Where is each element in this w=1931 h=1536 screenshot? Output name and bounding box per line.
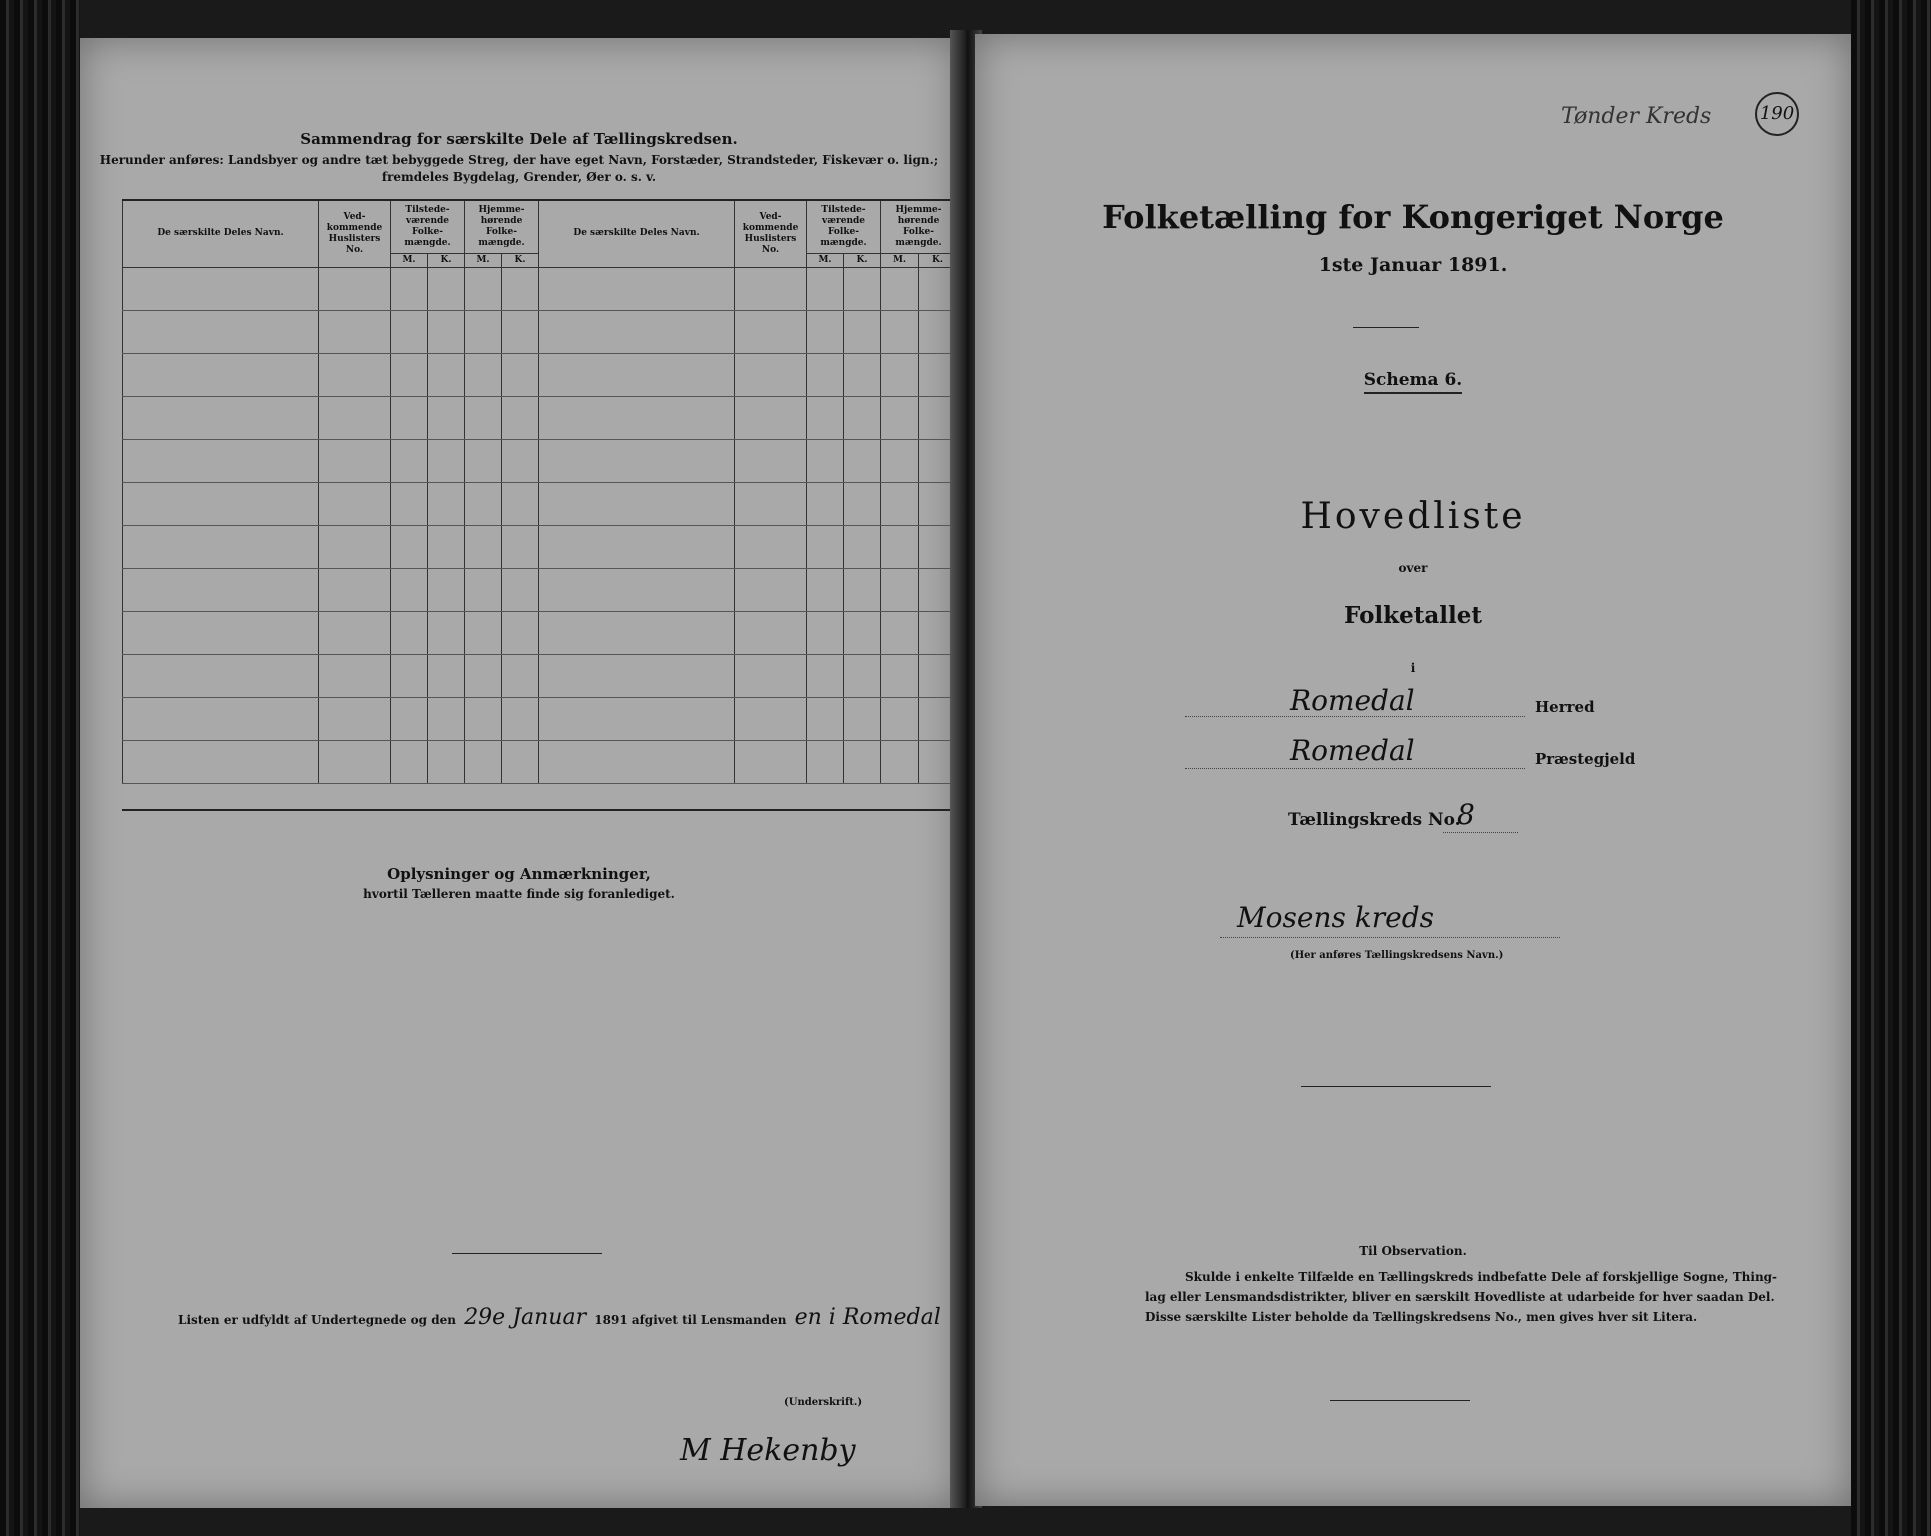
table-cell <box>881 740 919 783</box>
footer-place-handwritten: en i Romedal <box>794 1305 941 1330</box>
right-page <box>975 34 1851 1506</box>
col-header-resident: Hjemme-hørende Folke-mængde. <box>465 201 539 253</box>
table-cell <box>807 396 844 439</box>
table-cell <box>123 611 319 654</box>
table-cell <box>844 568 881 611</box>
table-cell <box>391 740 428 783</box>
krets-label: Tællingskreds No. <box>1288 810 1461 830</box>
table-cell <box>123 654 319 697</box>
table-cell <box>391 525 428 568</box>
table-cell <box>319 353 391 396</box>
corner-note-handwritten: Tønder Kreds <box>1561 104 1712 129</box>
table-cell <box>539 740 735 783</box>
table-cell <box>881 611 919 654</box>
table-row <box>123 654 957 697</box>
table-cell <box>844 525 881 568</box>
book-spine-left <box>0 0 80 1536</box>
table-cell <box>428 267 465 310</box>
table-cell <box>735 611 807 654</box>
table-cell <box>735 439 807 482</box>
table-cell <box>465 482 502 525</box>
table-cell <box>807 525 844 568</box>
table-cell <box>881 353 919 396</box>
table-cell <box>428 525 465 568</box>
footer-date-handwritten: 29e Januar <box>464 1305 587 1330</box>
table-cell <box>844 482 881 525</box>
table-cell <box>807 697 844 740</box>
table-cell <box>319 267 391 310</box>
table-cell <box>881 568 919 611</box>
table-cell <box>319 568 391 611</box>
table-cell <box>465 568 502 611</box>
col-header-m: M. <box>807 253 844 267</box>
table-cell <box>123 740 319 783</box>
table-cell <box>881 396 919 439</box>
table-cell <box>881 525 919 568</box>
table-cell <box>319 439 391 482</box>
census-title: Folketælling for Kongeriget Norge <box>1102 198 1724 236</box>
divider-1 <box>1353 327 1419 328</box>
table-cell <box>391 439 428 482</box>
table-cell <box>319 697 391 740</box>
table-cell <box>735 353 807 396</box>
table-row <box>123 439 957 482</box>
col-header-present-2: Tilstede-værende Folke-mængde. <box>807 201 881 253</box>
col-header-k: K. <box>919 253 957 267</box>
table-cell <box>539 654 735 697</box>
table-cell <box>807 439 844 482</box>
table-cell <box>123 482 319 525</box>
short-divider <box>452 1253 602 1254</box>
krets-name-hint: (Her anføres Tællingskredsens Navn.) <box>1290 950 1504 961</box>
page-number-stamp: 190 <box>1755 92 1799 136</box>
table-row <box>123 353 957 396</box>
table-cell <box>465 697 502 740</box>
table-cell <box>539 482 735 525</box>
signature-handwritten: M Hekenby <box>680 1433 856 1468</box>
table-cell <box>807 654 844 697</box>
divider-2 <box>1301 1086 1491 1087</box>
table-row <box>123 267 957 310</box>
table-cell <box>465 525 502 568</box>
table-cell <box>539 697 735 740</box>
table-cell <box>844 439 881 482</box>
prestegjeld-label: Præstegjeld <box>1535 750 1636 768</box>
schema-number <box>975 370 1851 390</box>
table-cell <box>539 396 735 439</box>
table-cell <box>391 568 428 611</box>
table-cell <box>319 396 391 439</box>
main-title: Hovedliste <box>1300 496 1526 537</box>
table-cell <box>465 396 502 439</box>
table-cell <box>465 439 502 482</box>
notes-heading: Oplysninger og Anmærkninger, <box>387 865 651 883</box>
col-header-m: M. <box>391 253 428 267</box>
table-cell <box>319 310 391 353</box>
table-row <box>123 611 957 654</box>
table-cell <box>735 267 807 310</box>
table-cell <box>502 353 539 396</box>
krets-number-handwritten: 8 <box>1457 798 1475 831</box>
table-cell <box>502 740 539 783</box>
table-cell <box>465 267 502 310</box>
observation-line2: lag eller Lensmandsdistrikter, bliver en særskilt Hovedliste at udarbeide for hver saadan Del. <box>1145 1290 1775 1304</box>
table-cell <box>428 654 465 697</box>
table-bottom-rule <box>122 809 956 811</box>
col-header-list-no: Ved-kommende Huslisters No. <box>319 201 391 267</box>
table-cell <box>123 396 319 439</box>
table-cell <box>123 697 319 740</box>
table-cell <box>319 740 391 783</box>
book-spine-right <box>1851 0 1931 1536</box>
table-cell <box>844 611 881 654</box>
footer-middle: 1891 afgivet til Lensmanden <box>594 1313 787 1327</box>
table-cell <box>428 740 465 783</box>
table-cell <box>735 482 807 525</box>
observation-heading: Til Observation. <box>1359 1244 1467 1258</box>
table-cell <box>465 353 502 396</box>
table-cell <box>807 568 844 611</box>
table-cell <box>428 568 465 611</box>
summary-intro-line1: Herunder anføres: Landsbyer og andre tæt bebyggede Streg, der have eget Navn, Forstæder, Strandsteder, Fiskevær o. lign.; <box>99 153 939 167</box>
table-cell <box>539 353 735 396</box>
col-header-k: K. <box>502 253 539 267</box>
table-cell <box>502 654 539 697</box>
prestegjeld-line <box>1185 768 1525 769</box>
table-cell <box>465 310 502 353</box>
krets-name-handwritten: Mosens kreds <box>1237 901 1434 934</box>
i-label: i <box>1410 661 1416 675</box>
summary-heading: Sammendrag for særskilte Dele af Tællingskredsen. <box>300 130 738 148</box>
table-cell <box>502 568 539 611</box>
herred-value-handwritten: Romedal <box>1290 684 1415 717</box>
prestegjeld-value-handwritten: Romedal <box>1290 734 1415 767</box>
table-cell <box>881 482 919 525</box>
table-row <box>123 697 957 740</box>
table-cell <box>123 353 319 396</box>
table-cell <box>319 654 391 697</box>
table-cell <box>428 611 465 654</box>
table-cell <box>539 310 735 353</box>
table-row <box>123 568 957 611</box>
observation-line1: Skulde i enkelte Tilfælde en Tællingskreds indbefatte Dele af forskjellige Sogne, Thing- <box>1185 1270 1778 1284</box>
summary-intro-line2: fremdeles Bygdelag, Grender, Øer o. s. v. <box>381 170 657 184</box>
table-cell <box>123 568 319 611</box>
col-header-name: De særskilte Deles Navn. <box>123 201 319 267</box>
table-cell <box>465 611 502 654</box>
col-header-name-2: De særskilte Deles Navn. <box>539 201 735 267</box>
table-row <box>123 310 957 353</box>
notes-subheading: hvortil Tælleren maatte finde sig foranlediget. <box>363 887 675 901</box>
table-cell <box>391 611 428 654</box>
table-cell <box>807 310 844 353</box>
table-cell <box>428 353 465 396</box>
table-cell <box>428 697 465 740</box>
signature-label: (Underskrift.) <box>784 1397 863 1408</box>
table-cell <box>391 396 428 439</box>
krets-number-line <box>1443 832 1518 833</box>
table-row <box>123 396 957 439</box>
table-cell <box>807 611 844 654</box>
table-cell <box>844 697 881 740</box>
table-cell <box>123 310 319 353</box>
col-header-k: K. <box>428 253 465 267</box>
table-cell <box>391 353 428 396</box>
table-cell <box>735 310 807 353</box>
col-header-k: K. <box>844 253 881 267</box>
table-cell <box>735 740 807 783</box>
table-cell <box>881 654 919 697</box>
left-page <box>80 38 958 1508</box>
table-cell <box>319 482 391 525</box>
divider-3 <box>1330 1400 1470 1401</box>
footer-prefix: Listen er udfyldt af Undertegnede og den <box>178 1313 456 1327</box>
table-cell <box>391 267 428 310</box>
folketallet-label: Folketallet <box>1344 602 1482 629</box>
table-row <box>123 740 957 783</box>
observation-line3: Disse særskilte Lister beholde da Tællingskredsens No., men gives hver sit Litera. <box>1145 1310 1698 1324</box>
table-cell <box>881 310 919 353</box>
table-cell <box>539 439 735 482</box>
table-cell <box>502 482 539 525</box>
summary-table <box>122 201 957 784</box>
schema-number-text: Schema 6. <box>1364 370 1462 394</box>
table-cell <box>123 267 319 310</box>
col-header-list-no-2: Ved-kommende Huslisters No. <box>735 201 807 267</box>
col-header-m: M. <box>881 253 919 267</box>
table-cell <box>391 654 428 697</box>
col-header-present: Tilstede-værende Folke-mængde. <box>391 201 465 253</box>
table-row <box>123 482 957 525</box>
table-cell <box>539 267 735 310</box>
table-cell <box>539 525 735 568</box>
table-cell <box>502 439 539 482</box>
table-cell <box>807 267 844 310</box>
table-cell <box>539 568 735 611</box>
table-cell <box>844 654 881 697</box>
table-cell <box>391 310 428 353</box>
table-cell <box>807 740 844 783</box>
table-cell <box>844 396 881 439</box>
table-cell <box>502 611 539 654</box>
census-date: 1ste Januar 1891. <box>1318 254 1508 276</box>
table-cell <box>391 697 428 740</box>
table-cell <box>735 697 807 740</box>
table-cell <box>844 310 881 353</box>
table-cell <box>428 439 465 482</box>
table-cell <box>735 396 807 439</box>
table-cell <box>428 396 465 439</box>
table-cell <box>428 310 465 353</box>
table-cell <box>502 525 539 568</box>
table-cell <box>319 525 391 568</box>
over-label: over <box>1398 561 1428 575</box>
table-cell <box>881 439 919 482</box>
table-row <box>123 525 957 568</box>
table-cell <box>844 740 881 783</box>
table-cell <box>502 267 539 310</box>
herred-label: Herred <box>1535 698 1595 716</box>
table-cell <box>123 439 319 482</box>
table-cell <box>465 654 502 697</box>
col-header-resident-2: Hjemme-hørende Folke-mængde. <box>881 201 957 253</box>
table-cell <box>539 611 735 654</box>
table-cell <box>844 267 881 310</box>
table-cell <box>391 482 428 525</box>
table-cell <box>735 654 807 697</box>
col-header-m: M. <box>465 253 502 267</box>
table-cell <box>428 482 465 525</box>
footer-line <box>178 1305 941 1330</box>
table-cell <box>881 267 919 310</box>
table-cell <box>807 482 844 525</box>
table-cell <box>465 740 502 783</box>
table-cell <box>319 611 391 654</box>
table-cell <box>735 568 807 611</box>
table-cell <box>502 697 539 740</box>
table-cell <box>807 353 844 396</box>
table-cell <box>881 697 919 740</box>
krets-name-line <box>1220 937 1560 938</box>
table-cell <box>502 396 539 439</box>
table-cell <box>844 353 881 396</box>
table-cell <box>502 310 539 353</box>
table-cell <box>123 525 319 568</box>
table-cell <box>735 525 807 568</box>
